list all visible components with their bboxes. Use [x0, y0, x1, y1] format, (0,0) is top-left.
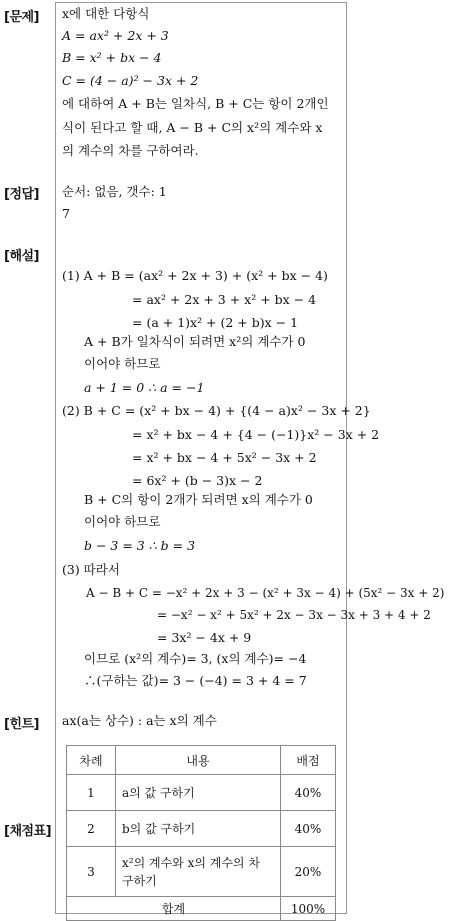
solution-line: = (a + 1)x² + (2 + b)x − 1 — [132, 315, 299, 330]
rubric-header-score: 배점 — [281, 746, 336, 775]
solution-line: B + C의 항이 2개가 되려면 x의 계수가 0 — [84, 492, 313, 507]
rubric-row-score: 40% — [281, 775, 336, 811]
problem-line: 의 계수의 차를 구하여라. — [62, 143, 199, 158]
rubric-row-content: x²의 계수와 x의 계수의 차 구하기 — [116, 847, 281, 897]
rubric-row-score: 40% — [281, 811, 336, 847]
hint-tag: [힌트] — [4, 717, 39, 732]
solution-line: = x² + bx − 4 + {4 − (−1)}x² − 3x + 2 — [132, 427, 380, 442]
solution-line: 이므로 (x²의 계수)= 3, (x의 계수)= −4 — [84, 651, 307, 666]
answer-value: 7 — [62, 206, 70, 221]
rubric-row-no: 1 — [67, 775, 116, 811]
solution-line: = −x² − x² + 5x² + 2x − 3x − 3x + 3 + 4 + 2 — [157, 608, 431, 622]
answer-tag: [정답] — [4, 187, 39, 202]
solution-line: ∴(구하는 값)= 3 − (−4) = 3 + 4 = 7 — [84, 673, 307, 688]
solution-line: = x² + bx − 4 + 5x² − 3x + 2 — [132, 450, 317, 465]
solution-line: b − 3 = 3 ∴ b = 3 — [84, 538, 196, 553]
rubric-total-label: 합계 — [67, 897, 281, 921]
solution-line: 이어야 하므로 — [84, 514, 161, 529]
solution-line: a + 1 = 0 ∴ a = −1 — [84, 380, 205, 395]
solution-line: A − B + C = −x² + 2x + 3 − (x² + 3x − 4) + (5x² − 3x + 2) — [86, 586, 445, 600]
rubric-row-content: b의 값 구하기 — [116, 811, 281, 847]
solution-tag: [해설] — [4, 249, 39, 264]
hint-text: ax(a는 상수) : a는 x의 계수 — [62, 713, 217, 728]
solution-line: = 3x² − 4x + 9 — [157, 630, 252, 645]
solution-line: (2) B + C = (x² + bx − 4) + {(4 − a)x² − 3x + 2} — [62, 403, 371, 418]
problem-line: x에 대한 다항식 — [62, 6, 150, 21]
rubric-row — [67, 775, 336, 811]
solution-line: (3) 따라서 — [62, 562, 120, 577]
problem-line: C = (4 − a)² − 3x + 2 — [62, 73, 199, 88]
solution-line: = 6x² + (b − 3)x − 2 — [132, 473, 263, 488]
rubric-row — [67, 847, 336, 897]
rubric-row-no: 3 — [67, 847, 116, 897]
rubric-row — [67, 811, 336, 847]
solution-line: 이어야 하므로 — [84, 356, 161, 371]
rubric-header-content: 내용 — [116, 746, 281, 775]
rubric-header-row — [67, 746, 336, 775]
problem-line: B = x² + bx − 4 — [62, 50, 162, 65]
rubric-tag: [채점표] — [4, 824, 52, 839]
rubric-row-content: a의 값 구하기 — [116, 775, 281, 811]
solution-line: = ax² + 2x + 3 + x² + bx − 4 — [132, 292, 317, 307]
problem-tag: [문제] — [4, 10, 39, 25]
rubric-row-no: 2 — [67, 811, 116, 847]
problem-line: 에 대하여 A + B는 일차식, B + C는 항이 2개인 — [62, 96, 329, 111]
problem-line: A = ax² + 2x + 3 — [62, 28, 169, 43]
solution-line: A + B가 일차식이 되려면 x²의 계수가 0 — [84, 334, 306, 349]
rubric-table — [66, 745, 336, 921]
answer-line: 순서: 없음, 갯수: 1 — [62, 184, 167, 199]
rubric-header-no: 차례 — [67, 746, 116, 775]
problem-line: 식이 된다고 할 때, A − B + C의 x²의 계수와 x — [62, 120, 323, 135]
rubric-total-score: 100% — [281, 897, 336, 921]
rubric-row-score: 20% — [281, 847, 336, 897]
solution-line: (1) A + B = (ax² + 2x + 3) + (x² + bx − 4) — [62, 268, 328, 283]
